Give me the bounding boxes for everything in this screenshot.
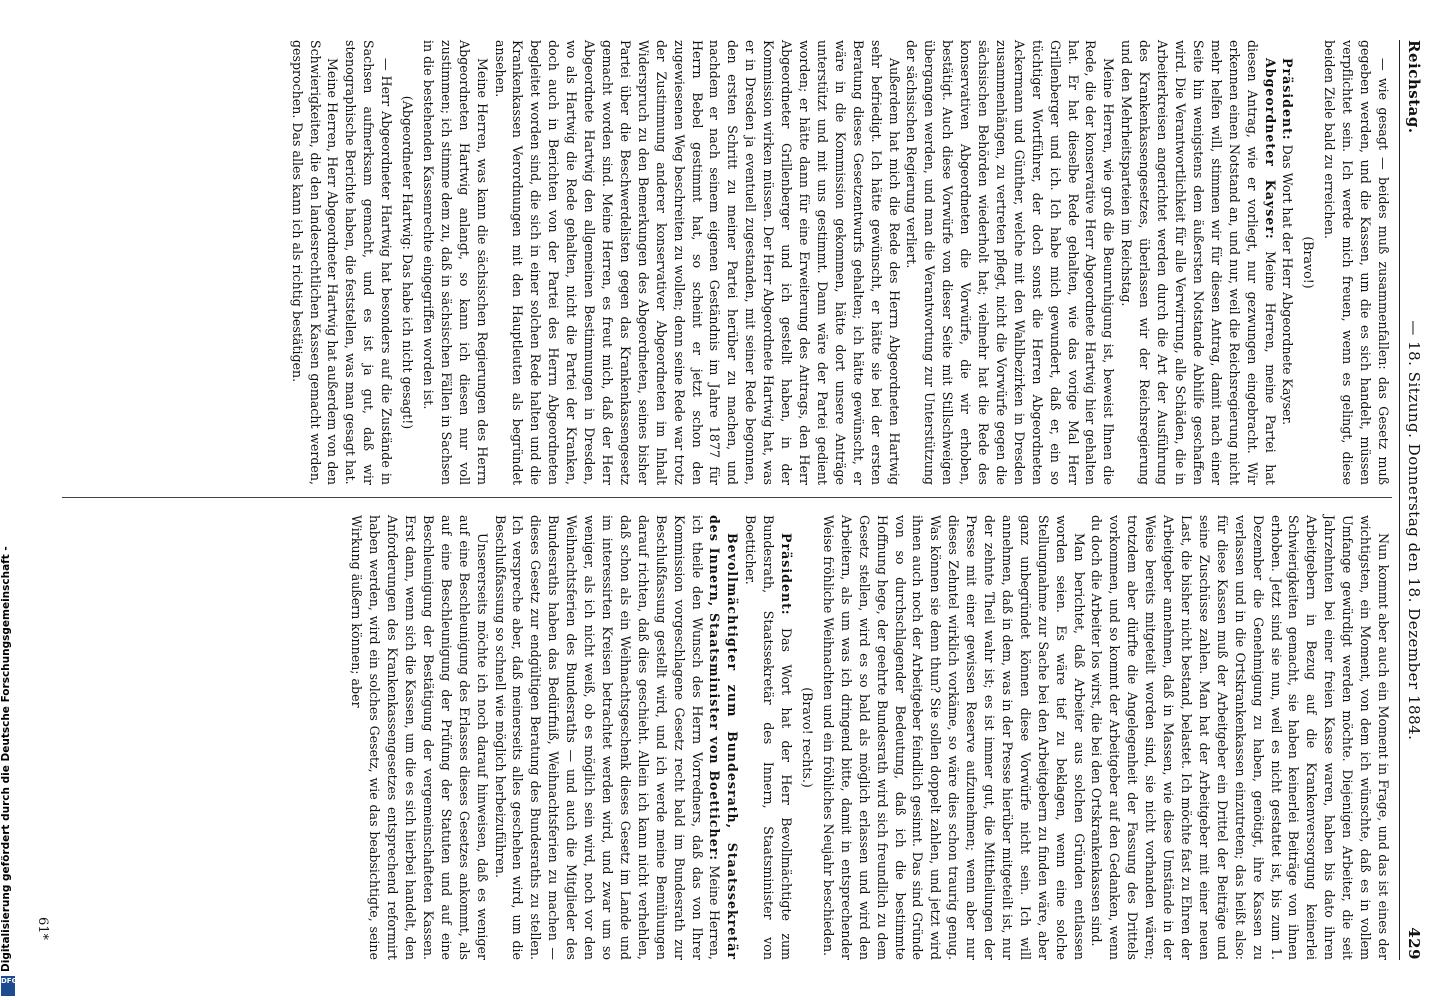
speech-paragraph: [741, 515, 795, 960]
scanned-page: [18, 0, 1432, 1000]
body-paragraph: Man berichtet, daß Arbeiter aus solchen Gründen entlassen worden seien. Es wäre tief zu beklagen, wenn eine solche Stellungnahme zur Sache bei den Arbeitgebern zu finden wäre, aber ganz unbegründet können diese Vorwürfe nicht sein. Ich will annehmen, daß in dem, was in der Presse hierüber mitgeteilt ist, nur der zehnte Theil wahr ist; es ist immer gut, die Mittheilungen der Presse mit einer gewissen Reserve aufzunehmen; wenn aber nur dieses Zehntel wirklich vorkäme, so wäre dies schon traurig genug. Was können sie denn thun? Sie sollen doppelt zahlen, und jetzt wird ihnen auch noch der Arbeitgeber feindlich gesinnt. Das sind Gründe von so durchschlagender Bedeutung, daß ich die bestimmte Hoffnung hege, der geehrte Bundesrath wird sich freundlich zu dem Gesetz stellen, wird es so bald als möglich erlassen und wird den Arbeitern, als um was ich dringend bitte, damit in entsprechender Weise fröhliche Weihnachten und ein fröhliches Neujahr beschieden.: [820, 515, 1087, 960]
header-title: — 18. Sitzung. Donnerstag den 18. Dezember 1884.: [1405, 320, 1423, 741]
speaker-name: Präsident:: [1280, 58, 1296, 141]
stage-direction: (Bravo! rechts.): [800, 687, 815, 788]
left-column: [288, 40, 1392, 485]
column-divider: [62, 497, 1392, 498]
page-number: 429: [1405, 927, 1423, 960]
header-left: Reichstag.: [1405, 40, 1423, 134]
body-paragraph: Unsererseits möchte ich noch darauf hinweisen, daß es weniger auf eine Beschleunigung des Erlasses dieses Gesetzes ankommt, als auf eine Beschleunigung der Prüfung der Statuten und auf eine Beschleunigung der Bestätigung der vergemeinschafteten Kassen. Erst dann, wenn sich die Kassen, um die es sich hierbei handelt, den Anforderungen des Krankenkassengesetzes entsprechend reformirt haben werden, wird ein solches Gesetz, wie das beabsichtigte, seine Wirkung äußern können; aber: [349, 515, 490, 960]
body-paragraph: — wie gesagt — beides muß zusammenfallen: das Gesetz muß gegeben werden, und die Kassen, um die es sich handelt, müssen verpflichtet sein. Ich werde mich freuen, wenn es gelingt, diese beiden Ziele bald zu erreichen.: [1322, 40, 1391, 485]
speech-text: Meine Herren, ich theile den Wunsch des Herrn Vorredners, daß das von Ihrer Kommission vorgeschlagene Gesetz recht bald im Bundesrath zur Beschlußfassung gestellt wird, und ich werde meine Bemühungen darauf richten, daß dies geschieht. Allein ich kann nicht verhehlen, daß schon als ein Weihnachtsgeschenk dieses Gesetz im Lande und im interessirten Kreisen betrachtet werden wird, und zwar um so weniger, als ich nicht weiß, ob es möglich sein wird, noch vor den Weihnachtsferien des Bundesraths — und auch die Mitglieder des Bundesraths haben das Bedürfniß, Weihnachtsferien zu machen — dieses Gesetz zur endgültigen Beratung des Bundesraths zu stellen. Ich verspreche aber, daß meinerseits alles geschehen wird, um die Beschlußfassung so schnell wie möglich herbeizuführen.: [492, 515, 723, 960]
speaker-name: Bevollmächtigter zum Bundesrath, Staatssekretär des Innern, Staatsminister von Boetticher:: [707, 515, 741, 960]
body-paragraph: Außerdem hat mich die Rede des Herrn Abgeordneten Hartwig sehr befriedigt. Ich hätte gewünscht, er hätte sie bei der ersten Beratung dieses Gesetzentwurfs gehalten; ich hätte gewünscht, er wäre in die Kommission gekommen, hätte dort unsere Anträge unterstützt und mit uns gestimmt. Dann wäre der Partei gedient worden; er hätte dann für eine Erweiterung des Antrags, den Herr Abgeordneter Grillenberger und ich gestellt haben, in der Kommission wirken müssen. Der Herr Abgeordnete Hartwig hat, was er in Dresden ja eventuell zugestanden, mit seiner Rede begonnen, den ersten Schritt zu meiner Partei herüber zu machen, und nachdem er nach seinem eigenen Geständnis im Jahre 1877 für Herrn Bebel gestimmt hat, so scheint er jetzt schon den zugewiesenen Weg beschreiten zu wollen; denn seine Rede war trotz der Zustimmung anderer konservativer Abgeordneten im Inhalt Widerspruch zu den Bemerkungen des Abgeordneten, seines bisher Partei über die Beschwerdelisten gegen das Krankenkassengesetz gemacht worden sind. Meine Herren, es freut mich, daß der Herr Abgeordnete Hartwig den allgemeinen Bestimmungen in Dresden, wo als Hartwig die Rede gehalten, nicht die Partei der Kranken, doch auch in Berichten von der Partei des Herrn Abgeordneten begleitet worden sind, die sich in einer solchen Rede halten und die Krankenkassen Verordnungen mit den Hauptleuten als begründet ansehen.: [492, 40, 902, 485]
side-banner: [0, 0, 16, 1000]
stage-direction: (Abgeordneter Hartwig: Das habe ich nicht gesagt!): [400, 95, 416, 430]
body-paragraph: Meine Herren, was kann die sächsischen Regierungen des Herrn Abgeordneten Hartwig anlangt, so kann ich diesen nur voll zustimmen; ich stimme dem zu, daß in sächsischen Fällen in Sachsen in die bestehenden Kassenrechte eingegriffen worden ist.: [420, 40, 490, 485]
speech-text: Das Wort hat der Herr Abgeordnete Kayser.: [1280, 140, 1296, 426]
header-divider: [1399, 40, 1400, 960]
speech-text: Das Wort hat der Herr Bevollmächtigte zum Bundesrath, Staatssekretär des Innern, Staatsminister von Boetticher.: [743, 515, 795, 960]
speaker-name: Abgeordneter Kayser:: [1262, 58, 1278, 240]
body-paragraph: — Herr Abgeordneter Hartwig hat besonders auf die Zustände in Sachsen aufmerksam gemacht, und es ist ja gut, daß wir stenographische Berichte haben, die feststellen, was man gesagt hat.: [343, 40, 395, 485]
funding-notice: Digitalisierung gefördert durch die Deutsche Forschungsgemeinschaft -: [0, 546, 12, 972]
speech-paragraph: [1117, 40, 1278, 485]
right-column: [347, 515, 1392, 960]
stage-direction: (Bravo!): [1301, 236, 1317, 289]
body-paragraph: Meine Herren, wie groß die Beunruhigung ist, beweist Ihnen die Rede, die der konservative Herr Abgeordnete Hartwig hier gehalten hat. Er hat dieselbe Rede gehalten, wie das vorige Mal Herr Grillenberger und ich. Ich habe mich gewundert, daß er, ein so tüchtiger Wortführer, der doch sonst die Herren Abgeordneten Ackermann und Günther, welche mit den Wahlbezirken in Dresden zusammenhängen, zu vertreten pflegt, nicht die Vorwürfe gegen die sächsischen Behörden wiederholt hat; vielmehr hat die Rede des konservativen Abgeordneten die Vorwürfe, die wir erhoben, bestätigt. Auch diese Vorwürfe von dieser Seite mit Stillschweigen übergangen werden, und man die Verantwortung zur Unterstützung der sächsischen Regierung verliert.: [904, 40, 1117, 485]
speech-text: Meine Herren, meine Partei hat diesen Antrag, wie er vorliegt, nur gezwungen eingebracht. Wir erkennen einen Notstand an, und nur, weil die Reichsregierung nicht mehr helfen will, stimmen wir für diesen Antrag, damit nach einer Seite hin wenigstens dem äußersten Notstande Abhilfe geschaffen wird. Die Verantwortlichkeit für alle Verwirrung, alle Schäden, die in Arbeiterkreisen angerichtet werden durch die Art der Ausführung des Krankenkassengesetzes, überlassen wir der Reichsregierung und den Mehrheitsparteien im Reichstag.: [1119, 40, 1278, 485]
speaker-name: Präsident:: [779, 533, 795, 616]
body-paragraph: Nun kommt aber auch ein Moment in Frage, und das ist eines der wichtigsten, ein Moment, von dem ich wünschte, daß es in vollem Umfange gewürdigt werden möchte. Diejenigen Arbeiter, die seit Jahrzehnten bei einer freien Kasse waren, haben bis dato ihren Arbeitgebern in Bezug auf die Krankenversorgung keinerlei Schwierigkeiten gemacht, sie haben keinerlei Beiträge von ihnen erhoben. Jetzt sind sie nun, weil es nicht gestattet ist, bis zum 1. Dezember die Genehmigung zu haben, genötigt, ihre Kassen zu verlassen und in die Ortskrankenkassen einzutreten; das heißt also: für diese Kassen muß der Arbeitgeber ein Drittel der Beiträge und seine Zuschüsse zahlen. Man hat der Arbeitgeber mit einer neuen Last, die bisher nicht bestand, belastet. Ich möchte fast zu Ehren der Arbeitgeber annehmen, daß in Massen, wie diese Umstände in der Weise bereits mitgeteilt worden sind, sie nicht vorhanden wären; trotzdem aber dürfte die Angelegenheit der Fassung des Drittels vorkommen, und so kommt der Arbeitgeber auf den Gedanken, wenn du doch die Arbeiter los wirst, die bei den Ortskrankenkassen sind.: [1089, 515, 1391, 960]
speech-paragraph: [1279, 40, 1297, 485]
speech-paragraph: [491, 515, 742, 960]
dfg-logo-icon: DFG: [1, 976, 15, 996]
page-header: [1402, 40, 1426, 960]
body-paragraph: Meine Herren, Herr Abgeordneter Hartwig hat außerdem von den Schwierigkeiten, die den landesrechtlichen Kassen gemacht werden, gesprochen. Das alles kann ich als richtig bestätigen.: [289, 40, 341, 485]
sheet-signature: 61*: [35, 916, 50, 940]
